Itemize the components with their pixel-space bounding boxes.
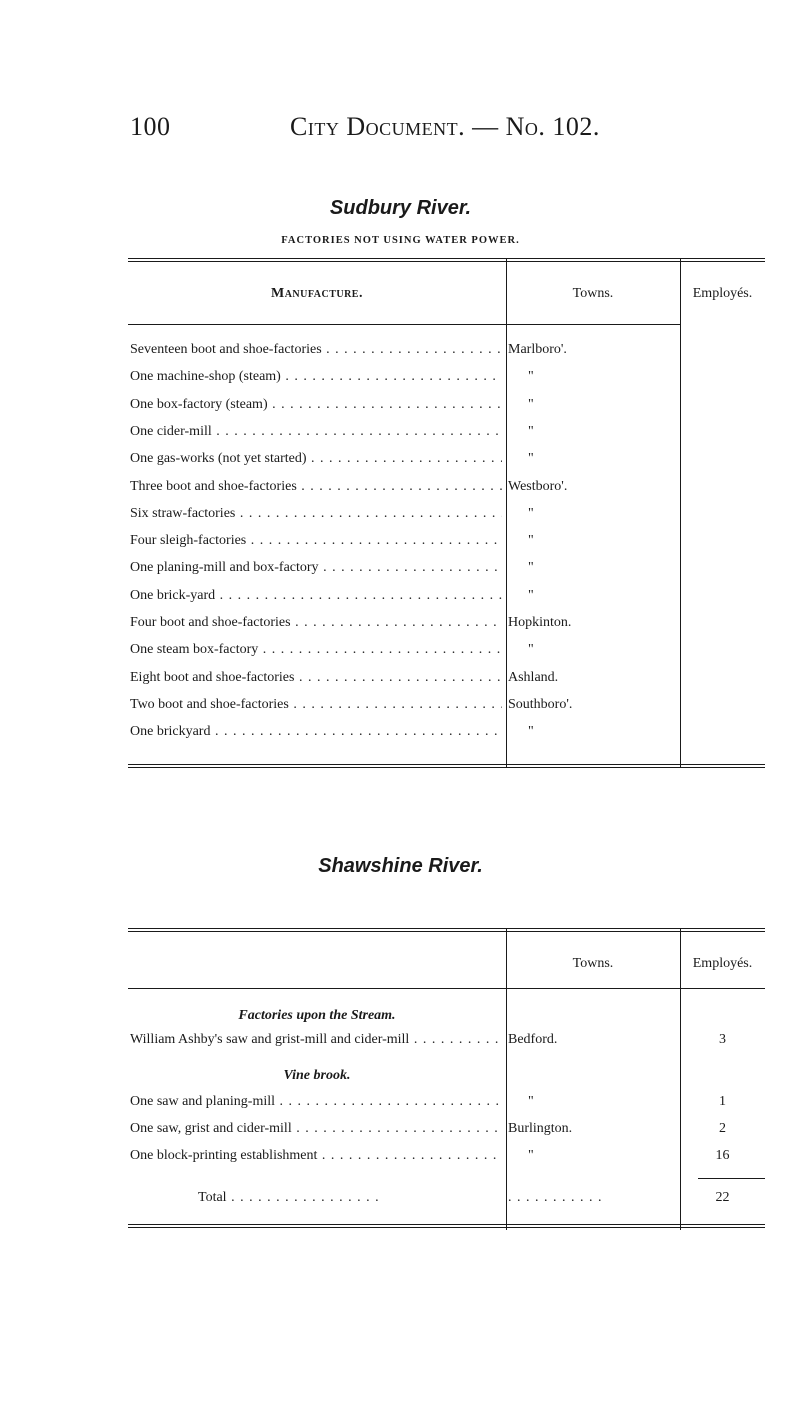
row-label: One cider-mill xyxy=(130,423,212,439)
row-town: " xyxy=(528,587,534,603)
table-row xyxy=(128,588,765,612)
table-row xyxy=(128,724,765,748)
row-label: Eight boot and shoe-factories xyxy=(130,669,295,685)
row-label: Two boot and shoe-factories xyxy=(130,696,289,712)
row-town: Bedford. xyxy=(508,1032,558,1047)
row-town: " xyxy=(528,451,534,467)
row-town: " xyxy=(528,560,534,576)
table-row xyxy=(128,369,765,393)
table-row xyxy=(128,1094,765,1118)
row-label: One saw, grist and cider-mill xyxy=(130,1121,292,1136)
row-town: " xyxy=(528,396,534,412)
row-town: " xyxy=(528,369,534,385)
sudbury-table xyxy=(128,258,765,768)
running-title: City Document. — No. 102. xyxy=(290,112,600,141)
row-town: Marlboro'. xyxy=(508,342,567,357)
row-label: Three boot and shoe-factories xyxy=(130,478,297,494)
row-town: " xyxy=(528,724,534,740)
row-town: " xyxy=(528,423,534,439)
table-row xyxy=(128,670,765,694)
row-label: Four boot and shoe-factories xyxy=(130,615,291,630)
table-row xyxy=(128,1121,765,1145)
table-row xyxy=(128,533,765,557)
row-label: One planing-mill and box-factory xyxy=(130,560,319,576)
total-dots: . . . . . . . . . . . xyxy=(508,1190,603,1205)
table-row xyxy=(128,697,765,721)
total-row xyxy=(128,1190,765,1214)
row-label: Seventeen boot and shoe-factories xyxy=(130,342,322,357)
table-row xyxy=(128,342,765,366)
col-employes: Employés. xyxy=(692,956,753,971)
row-town: Hopkinton. xyxy=(508,615,572,630)
sudbury-subtitle: FACTORIES NOT USING WATER POWER. xyxy=(281,235,520,246)
row-label: Four sleigh-factories xyxy=(130,533,247,549)
row-employes: 16 xyxy=(715,1148,730,1163)
row-town: Ashland. xyxy=(508,669,559,685)
row-label: William Ashby's saw and grist-mill and cider-mill xyxy=(130,1032,410,1047)
table-row xyxy=(128,397,765,421)
page-number: 100 xyxy=(130,112,171,141)
row-label: One block-printing establishment xyxy=(130,1148,318,1163)
col-towns: Towns. xyxy=(572,956,614,971)
row-employes: 1 xyxy=(719,1094,726,1109)
table-row xyxy=(128,642,765,666)
table-row xyxy=(128,451,765,475)
row-employes: 3 xyxy=(719,1032,726,1047)
table-row xyxy=(128,1148,765,1172)
row-employes: 2 xyxy=(719,1121,726,1136)
table-row xyxy=(128,424,765,448)
row-label: One box-factory (steam) xyxy=(130,396,268,412)
row-label: One brick-yard xyxy=(130,587,216,603)
table-row xyxy=(128,615,765,639)
section-head-stream: Factories upon the Stream. xyxy=(238,1008,396,1023)
row-label: One brickyard xyxy=(130,724,211,740)
shawshine-table xyxy=(128,928,765,1230)
row-town: " xyxy=(528,505,534,521)
table-row xyxy=(128,479,765,503)
col-manufacture: Manufacture. xyxy=(271,286,363,301)
col-towns: Towns. xyxy=(572,286,614,301)
row-town: " xyxy=(528,1148,534,1163)
shawshine-title: Shawshine River. xyxy=(318,855,483,877)
row-label: One steam box-factory xyxy=(130,642,259,658)
row-town: " xyxy=(528,1094,534,1109)
row-label: One saw and planing-mill xyxy=(130,1094,276,1109)
sudbury-title: Sudbury River. xyxy=(329,197,472,219)
row-label: One machine-shop (steam) xyxy=(130,369,281,385)
table-row xyxy=(128,1032,765,1056)
row-town: Westboro'. xyxy=(508,478,568,494)
col-employes: Employés. xyxy=(692,286,753,301)
total-value: 22 xyxy=(715,1190,730,1205)
row-label: One gas-works (not yet started) xyxy=(130,451,307,467)
row-town: " xyxy=(528,642,534,658)
row-town: Burlington. xyxy=(508,1121,573,1136)
row-label: Six straw-factories xyxy=(130,505,236,521)
total-label: Total . . . xyxy=(198,1190,380,1206)
row-town: " xyxy=(528,533,534,549)
table-row xyxy=(128,506,765,530)
table-row xyxy=(128,560,765,584)
section-head-vine-brook: Vine brook. xyxy=(283,1068,351,1083)
row-town: Southboro'. xyxy=(508,696,573,712)
